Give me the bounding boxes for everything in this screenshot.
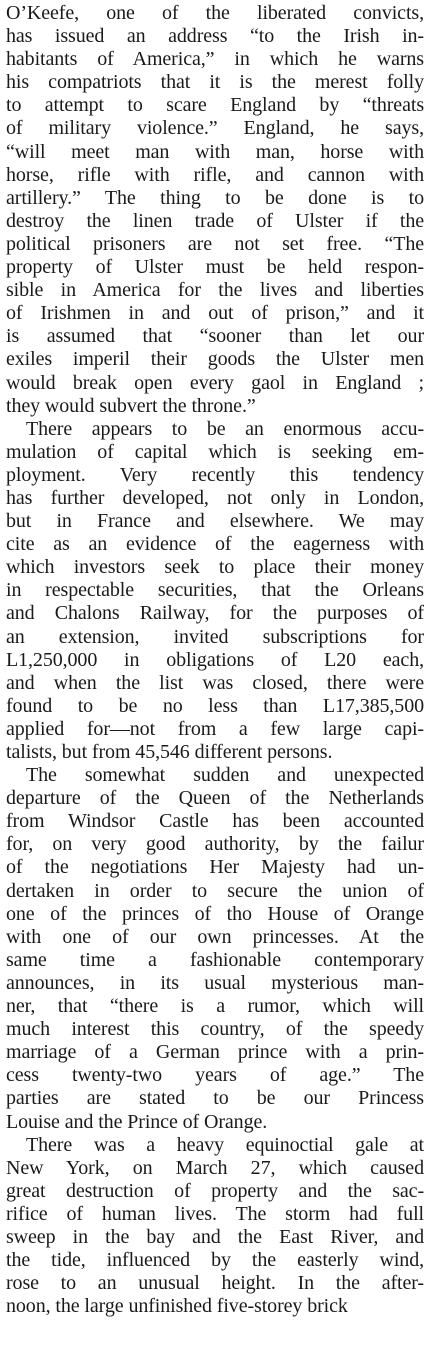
text-line: to attempt to scare England by “threats: [6, 94, 424, 117]
text-line: departure of the Queen of the Netherlands: [6, 787, 424, 810]
text-line: O’Keefe, one of the liberated convicts,: [6, 2, 424, 24]
text-line: found to be no less than L17,385,500: [6, 694, 424, 717]
text-line: of military violence.” England, he says,: [6, 117, 424, 140]
paragraph-capital-accumulation: [6, 418, 424, 764]
paragraph-new-york-gale: [6, 1134, 424, 1319]
text-line: property of Ulster must be held respon-: [6, 256, 424, 279]
text-line: parties are stated to be our Princess: [6, 1087, 424, 1110]
text-line: dertaken in order to secure the union of: [6, 879, 424, 902]
text-line: from Windsor Castle has been accounted: [6, 810, 424, 833]
text-line: noon, the large unfinished five-storey brick: [6, 1295, 348, 1318]
text-line: of Irishmen in and out of prison,” and it: [6, 302, 424, 325]
text-line: has further developed, not only in London,: [6, 486, 424, 509]
text-line: “will meet man with man, horse with: [6, 140, 424, 163]
text-line: much interest this country, of the speedy: [6, 1018, 424, 1041]
text-line: rifice of human lives. The storm had full: [6, 1202, 424, 1225]
text-line: announces, in its usual mysterious man-: [6, 971, 424, 994]
text-line: an extension, invited subscriptions for: [6, 625, 424, 648]
text-line: There was a heavy equinoctial gale at: [26, 1133, 424, 1156]
text-line: one of the princes of tho House of Orange: [6, 902, 424, 925]
text-line: New York, on March 27, which caused: [6, 1156, 424, 1179]
text-line: The somewhat sudden and unexpected: [26, 764, 424, 787]
text-line: with one of our own princesses. At the: [6, 925, 424, 948]
text-line: of the negotiations Her Majesty had un-: [6, 856, 424, 879]
text-line: artillery.” The thing to be done is to: [6, 186, 424, 209]
text-line: for, on very good authority, by the failur: [6, 833, 424, 856]
text-line: would break open every gaol in England ;: [6, 371, 424, 394]
text-line: but in France and elsewhere. We may: [6, 510, 424, 533]
text-line: in respectable securities, that the Orleans: [6, 579, 424, 602]
text-line: cite as an evidence of the eagerness with: [6, 533, 424, 556]
text-line: talists, but from 45,546 different persons.: [6, 741, 333, 763]
text-line: same time a fashionable contemporary: [6, 948, 424, 971]
text-line: political prisoners are not set free. “The: [6, 232, 424, 255]
text-line: L1,250,000 in obligations of L20 each,: [6, 648, 424, 671]
text-line: and when the list was closed, there were: [6, 671, 424, 694]
text-line: the tide, influenced by the easterly wind,: [6, 1249, 424, 1272]
text-line: destroy the linen trade of Ulster if the: [6, 209, 424, 232]
text-line: they would subvert the throne.”: [6, 394, 256, 417]
text-line: There appears to be an enormous accu-: [26, 417, 424, 440]
text-line: Louise and the Prince of Orange.: [6, 1110, 268, 1133]
text-line: mulation of capital which is seeking em-: [6, 440, 424, 463]
text-line: rose to an unusual height. In the after-: [6, 1272, 424, 1295]
text-line: great destruction of property and the sac-: [6, 1179, 424, 1202]
text-line: and Chalons Railway, for the purposes of: [6, 602, 424, 625]
text-line: ner, that “there is a rumor, which will: [6, 995, 424, 1018]
text-line: exiles imperil their goods the Ulster men: [6, 348, 424, 371]
text-line: is assumed that “sooner than let our: [6, 325, 424, 348]
paragraph-okeefe-address: [6, 2, 424, 418]
text-line: cess twenty-two years of age.” The: [6, 1064, 424, 1087]
paragraph-queen-netherlands-departure: [6, 764, 424, 1134]
text-line: his compatriots that it is the merest folly: [6, 71, 424, 94]
text-line: horse, rifle with rifle, and cannon with: [6, 163, 424, 186]
text-line: ployment. Very recently this tendency: [6, 463, 424, 486]
text-line: has issued an address “to the Irish in-: [6, 25, 424, 48]
text-line: marriage of a German prince with a prin-: [6, 1041, 424, 1064]
text-line: habitants of America,” in which he warns: [6, 48, 424, 71]
text-line: sible in America for the lives and liberties: [6, 279, 424, 302]
text-line: which investors seek to place their money: [6, 556, 424, 579]
text-line: applied for—not from a few large capi-: [6, 717, 424, 740]
text-line: sweep in the bay and the East River, and: [6, 1225, 424, 1248]
